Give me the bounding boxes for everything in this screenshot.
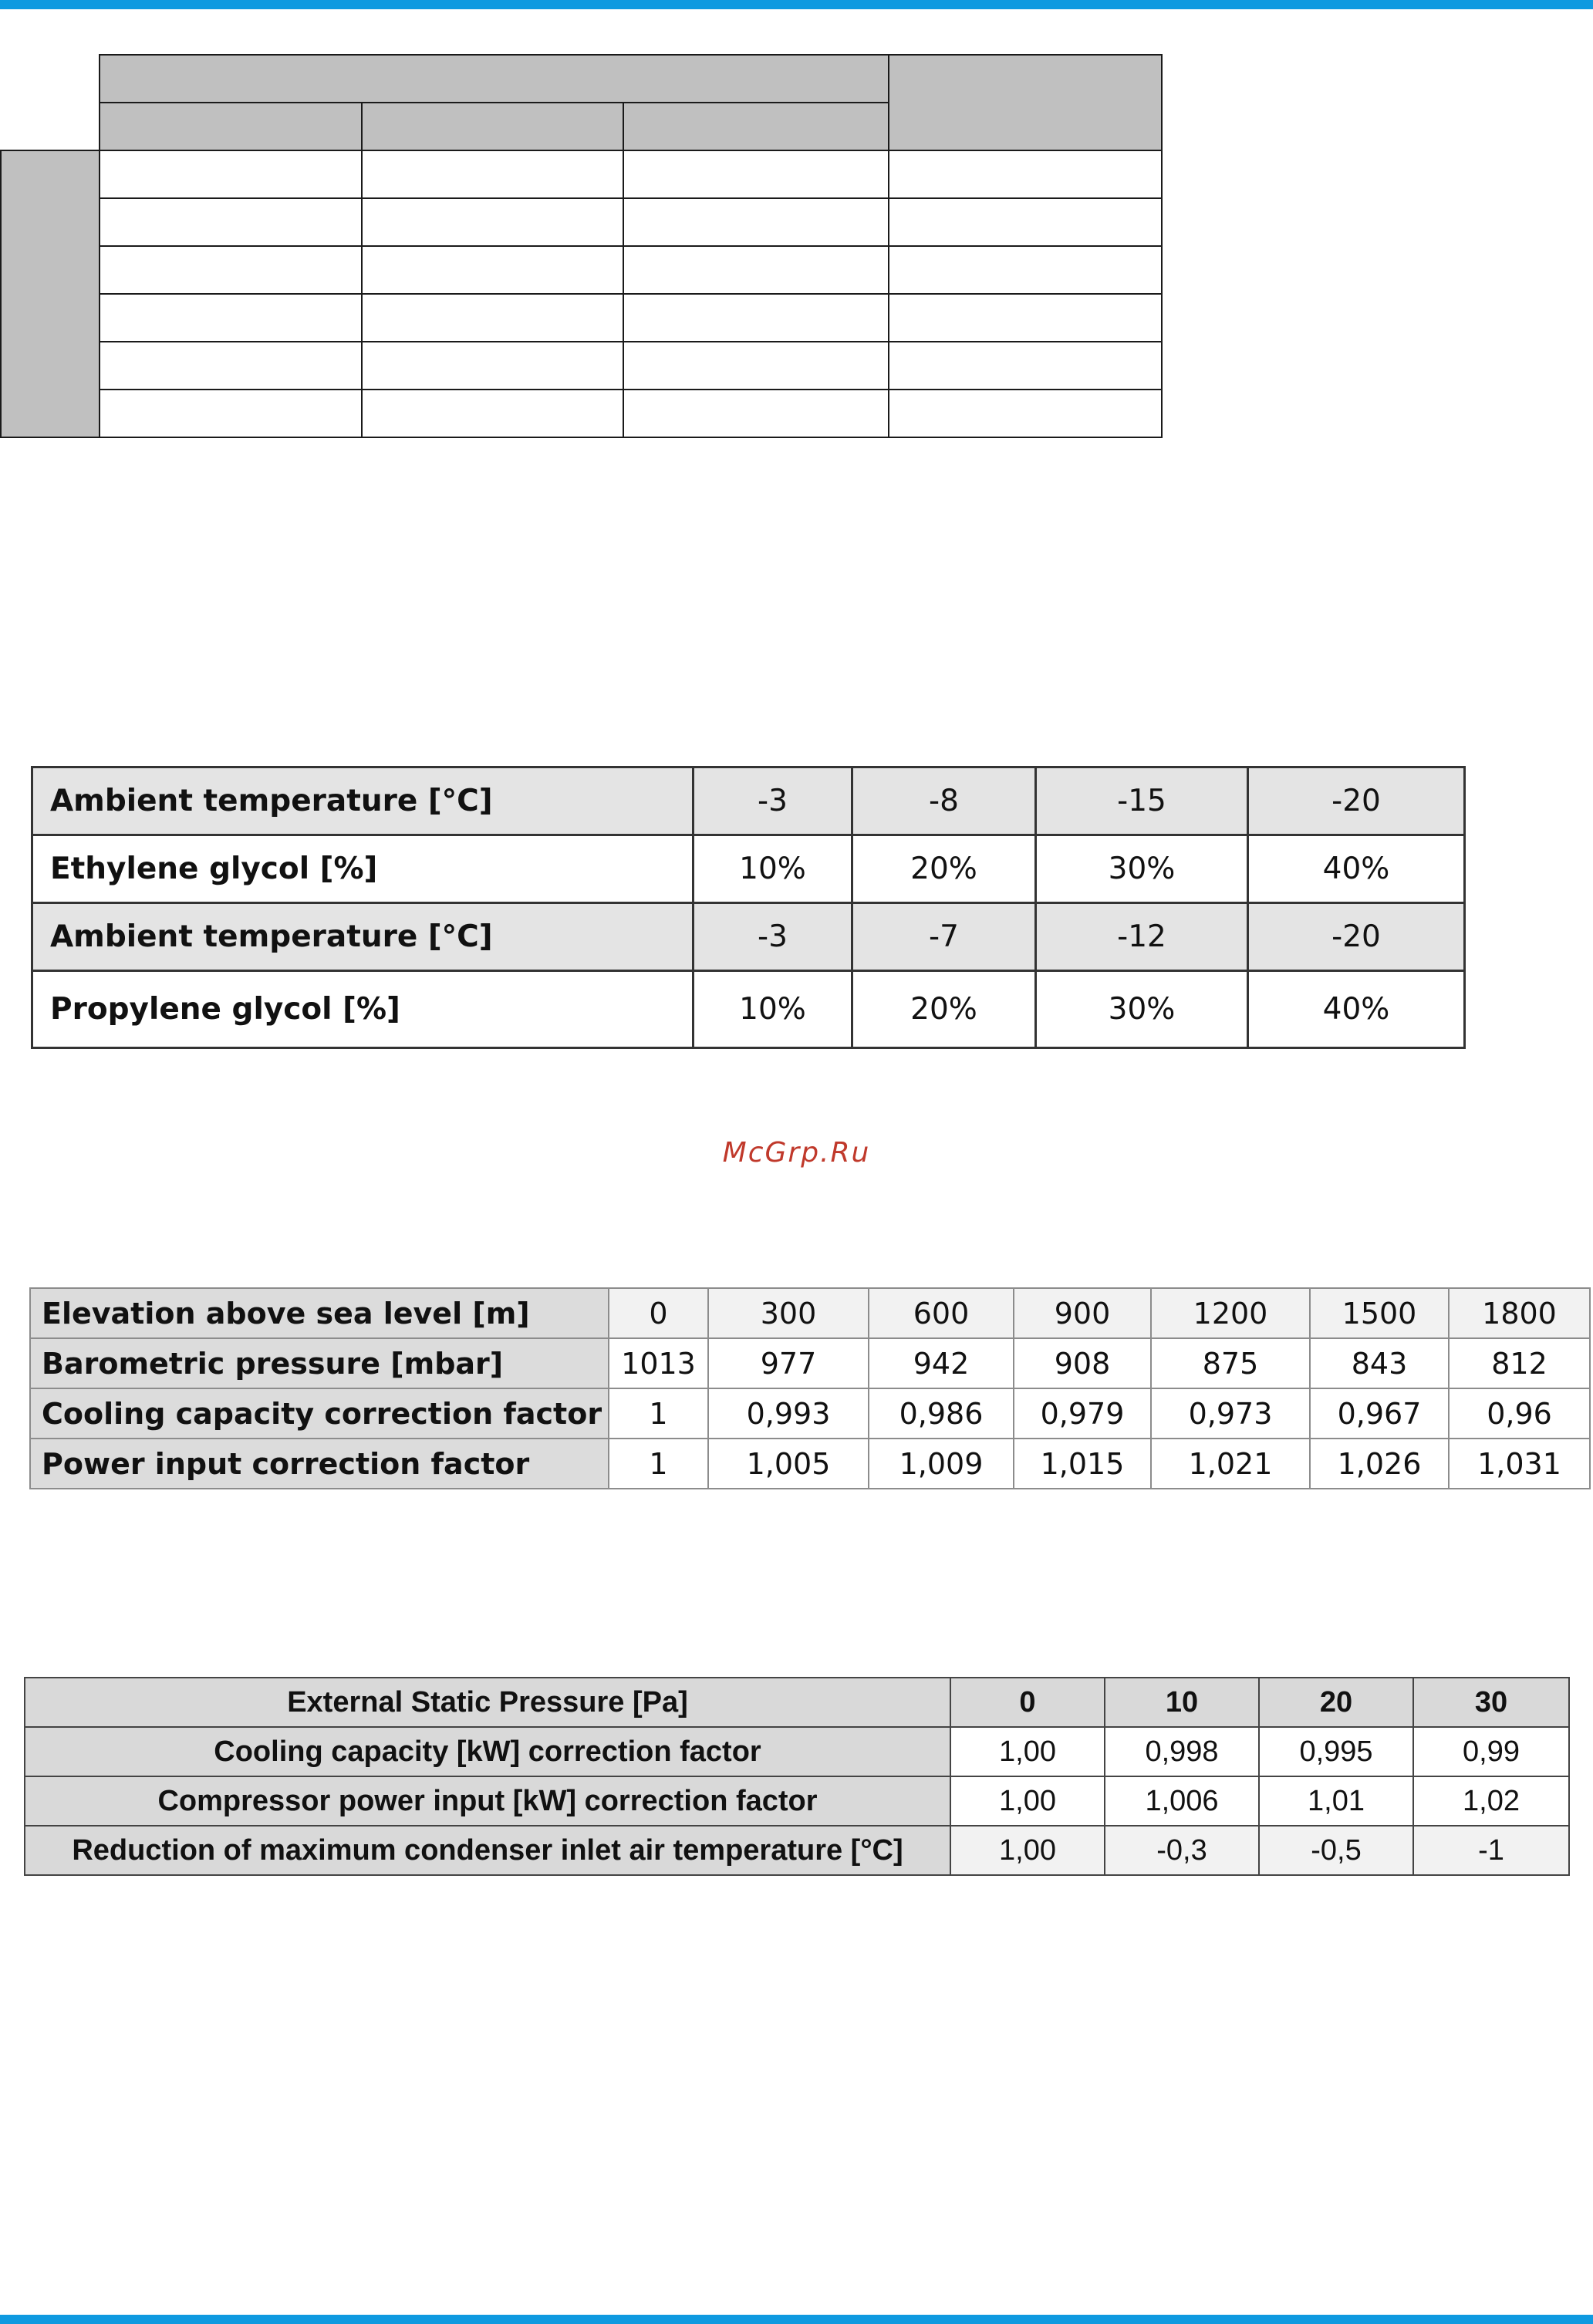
table-cell: 1 <box>609 1388 708 1439</box>
row-label: Reduction of maximum condenser inlet air temperature [°C] <box>25 1826 950 1875</box>
table-cell: 40% <box>1248 971 1465 1048</box>
table-cell: -3 <box>694 767 852 835</box>
table-row <box>30 1388 1590 1439</box>
table-cell <box>100 294 362 342</box>
table-row <box>1 342 1162 390</box>
row-group-cell <box>1 150 100 437</box>
table-cell <box>100 198 362 246</box>
blank-grid-table <box>0 54 1163 438</box>
table-cell <box>100 150 362 198</box>
row-label: External Static Pressure [Pa] <box>25 1678 950 1727</box>
table-cell: -1 <box>1413 1826 1569 1875</box>
table-cell: 20% <box>852 835 1036 903</box>
table-cell <box>889 198 1162 246</box>
row-label: Ethylene glycol [%] <box>32 835 694 903</box>
table-cell <box>889 294 1162 342</box>
table-cell: 1,00 <box>950 1776 1105 1826</box>
table-cell: 300 <box>708 1288 869 1338</box>
watermark-text: McGrp.Ru <box>722 1137 871 1169</box>
table-cell: -3 <box>694 903 852 971</box>
table-cell <box>889 246 1162 294</box>
table-cell: 1,006 <box>1105 1776 1259 1826</box>
table-cell <box>623 294 889 342</box>
subheader-cell <box>100 103 362 150</box>
table-cell: 812 <box>1449 1338 1590 1388</box>
table-cell <box>362 198 623 246</box>
table-cell: 1,02 <box>1413 1776 1569 1826</box>
table-row <box>25 1678 1569 1727</box>
table-cell: 908 <box>1014 1338 1151 1388</box>
table-cell: 30 <box>1413 1678 1569 1727</box>
table-cell: 1,026 <box>1310 1439 1449 1489</box>
table-cell <box>623 342 889 390</box>
table-cell: 1,009 <box>869 1439 1014 1489</box>
static-pressure-table <box>24 1677 1570 1876</box>
table-cell <box>100 246 362 294</box>
row-label: Ambient temperature [°C] <box>32 767 694 835</box>
subheader-cell <box>623 103 889 150</box>
table-row <box>25 1776 1569 1826</box>
table-cell: -20 <box>1248 767 1465 835</box>
table-cell: -8 <box>852 767 1036 835</box>
table-cell: 30% <box>1036 971 1248 1048</box>
table-cell: 1500 <box>1310 1288 1449 1338</box>
table-cell: -20 <box>1248 903 1465 971</box>
table-cell <box>362 294 623 342</box>
row-label: Barometric pressure [mbar] <box>30 1338 609 1388</box>
table-row <box>30 1338 1590 1388</box>
table-cell: 30% <box>1036 835 1248 903</box>
table-cell <box>100 390 362 437</box>
table-cell: -0,3 <box>1105 1826 1259 1875</box>
table-row <box>1 294 1162 342</box>
table-cell: 0,998 <box>1105 1727 1259 1776</box>
table-cell: 942 <box>869 1338 1014 1388</box>
table-cell: -0,5 <box>1259 1826 1413 1875</box>
header-group-cell <box>100 55 889 103</box>
table-cell: 600 <box>869 1288 1014 1338</box>
table-cell: 0 <box>609 1288 708 1338</box>
table-cell <box>623 150 889 198</box>
table-cell: 0,96 <box>1449 1388 1590 1439</box>
bottom-accent-bar <box>0 2315 1593 2324</box>
row-label: Cooling capacity [kW] correction factor <box>25 1727 950 1776</box>
table-cell: 1,015 <box>1014 1439 1151 1489</box>
table-cell: 1,00 <box>950 1826 1105 1875</box>
table-cell <box>623 246 889 294</box>
empty-corner-cell <box>1 103 100 150</box>
row-label: Propylene glycol [%] <box>32 971 694 1048</box>
table-cell: 875 <box>1151 1338 1310 1388</box>
table-cell: 0,979 <box>1014 1388 1151 1439</box>
table-cell: 1 <box>609 1439 708 1489</box>
table-cell <box>362 390 623 437</box>
table-cell <box>100 342 362 390</box>
table-cell: 10 <box>1105 1678 1259 1727</box>
table-cell: -7 <box>852 903 1036 971</box>
top-accent-bar <box>0 0 1593 9</box>
table-cell: 1800 <box>1449 1288 1590 1338</box>
table-cell: 843 <box>1310 1338 1449 1388</box>
table-row <box>25 1727 1569 1776</box>
table-cell <box>623 198 889 246</box>
table-row <box>32 767 1465 835</box>
empty-corner-cell <box>1 55 100 103</box>
table-cell: 1,021 <box>1151 1439 1310 1489</box>
table-row <box>1 390 1162 437</box>
table-row <box>1 150 1162 198</box>
row-label: Compressor power input [kW] correction factor <box>25 1776 950 1826</box>
table-cell: 0,995 <box>1259 1727 1413 1776</box>
table-row <box>1 198 1162 246</box>
table-cell: 0,973 <box>1151 1388 1310 1439</box>
table-cell: 0,99 <box>1413 1727 1569 1776</box>
table-cell: 0 <box>950 1678 1105 1727</box>
table-cell <box>623 390 889 437</box>
table-cell: 0,993 <box>708 1388 869 1439</box>
table-row <box>1 55 1162 103</box>
table-cell: 0,967 <box>1310 1388 1449 1439</box>
table-cell: 10% <box>694 971 852 1048</box>
table-cell: 900 <box>1014 1288 1151 1338</box>
table-row <box>32 903 1465 971</box>
row-label: Power input correction factor <box>30 1439 609 1489</box>
table-cell <box>362 342 623 390</box>
table-cell: -12 <box>1036 903 1248 971</box>
table-row <box>1 246 1162 294</box>
table-cell: 1,01 <box>1259 1776 1413 1826</box>
table-cell: 0,986 <box>869 1388 1014 1439</box>
table-cell: 1,005 <box>708 1439 869 1489</box>
table-cell: 40% <box>1248 835 1465 903</box>
table-cell: 20 <box>1259 1678 1413 1727</box>
table-cell <box>362 150 623 198</box>
table-row <box>30 1439 1590 1489</box>
table-cell <box>889 150 1162 198</box>
table-cell: 1,031 <box>1449 1439 1590 1489</box>
table-cell: 1200 <box>1151 1288 1310 1338</box>
row-label: Cooling capacity correction factor <box>30 1388 609 1439</box>
table-cell <box>362 246 623 294</box>
row-label: Ambient temperature [°C] <box>32 903 694 971</box>
glycol-table <box>31 766 1466 1049</box>
subheader-cell <box>362 103 623 150</box>
table-cell: 20% <box>852 971 1036 1048</box>
elevation-correction-table <box>29 1287 1591 1489</box>
table-cell: 1013 <box>609 1338 708 1388</box>
table-cell <box>889 390 1162 437</box>
table-row <box>32 835 1465 903</box>
header-cell <box>889 55 1162 150</box>
table-cell: -15 <box>1036 767 1248 835</box>
table-cell: 977 <box>708 1338 869 1388</box>
table-cell: 1,00 <box>950 1727 1105 1776</box>
table-row <box>32 971 1465 1048</box>
table-row <box>30 1288 1590 1338</box>
table-row <box>25 1826 1569 1875</box>
row-label: Elevation above sea level [m] <box>30 1288 609 1338</box>
table-cell <box>889 342 1162 390</box>
table-cell: 10% <box>694 835 852 903</box>
